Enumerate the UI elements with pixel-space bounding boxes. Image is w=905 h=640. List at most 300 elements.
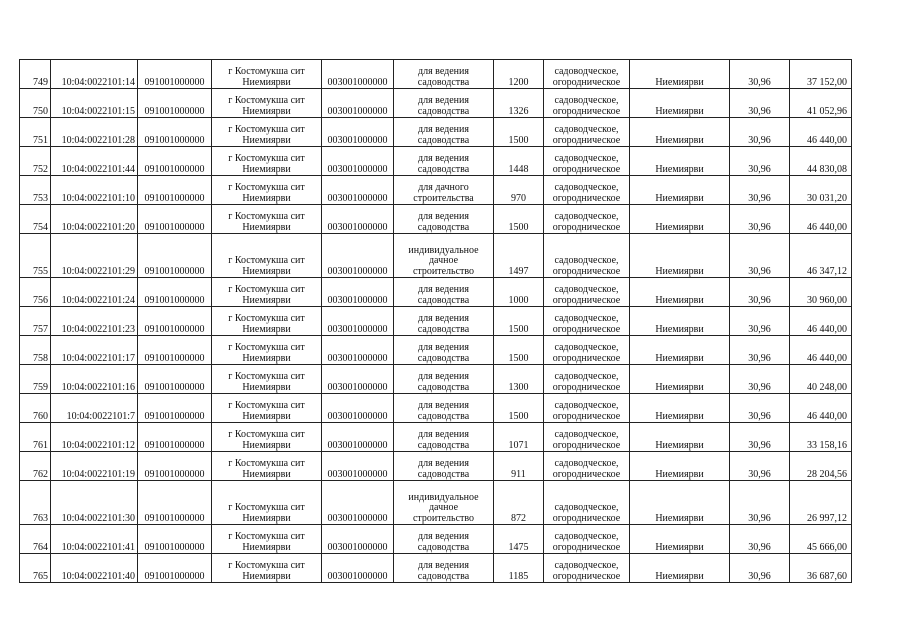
use-code: [322, 205, 394, 234]
table-row: [20, 176, 852, 205]
permitted-use: [394, 278, 494, 307]
parcel-address: [212, 307, 322, 336]
use-code: [322, 423, 394, 452]
land-category: [544, 423, 630, 452]
cad-text: 10:04:0022101:17: [61, 352, 135, 364]
table-row: [20, 525, 852, 554]
use-line: садоводства: [417, 134, 470, 146]
okato-code: [138, 89, 212, 118]
cat-line: огородническое: [552, 221, 621, 233]
cat-line: садоводческое,: [554, 284, 619, 295]
row-number: [20, 481, 51, 525]
zone-text: Ниемиярви: [655, 105, 704, 117]
n-text: 753: [33, 192, 48, 204]
parcel-address: [212, 336, 322, 365]
parcel-area: [494, 481, 544, 525]
cadastral-value: [790, 307, 852, 336]
cadastral-value: [790, 205, 852, 234]
use-line: дачное: [428, 255, 459, 266]
table-row: [20, 147, 852, 176]
n-text: 749: [33, 76, 48, 88]
valuation-zone: [630, 307, 730, 336]
cad-text: 10:04:0022101:7: [66, 410, 135, 422]
row-number: [20, 365, 51, 394]
rate-text: 30,96: [748, 352, 771, 364]
table-row: [20, 278, 852, 307]
cadastral-value: [790, 336, 852, 365]
cadastral-number: [51, 452, 138, 481]
use-line: для ведения: [418, 531, 469, 542]
cat-line: садоводческое,: [554, 182, 619, 193]
parcel-area: [494, 336, 544, 365]
code-text: 003001000000: [327, 192, 388, 204]
cad-text: 10:04:0022101:20: [61, 221, 135, 233]
cad-text: 10:04:0022101:41: [61, 541, 135, 553]
use-line: садоводства: [417, 570, 470, 582]
cadastral-value: [790, 60, 852, 89]
code-text: 003001000000: [327, 134, 388, 146]
use-line: для ведения: [418, 400, 469, 411]
value-text: 36 687,60: [807, 570, 847, 582]
land-category: [544, 89, 630, 118]
parcel-address: [212, 525, 322, 554]
parcel-address: [212, 481, 322, 525]
addr-line: г Костомукша сит: [228, 211, 305, 222]
cat-line: садоводческое,: [554, 342, 619, 353]
use-code: [322, 336, 394, 365]
table-row: [20, 554, 852, 583]
parcel-area: [494, 60, 544, 89]
cat-line: садоводческое,: [554, 429, 619, 440]
rate-text: 30,96: [748, 468, 771, 480]
cadastral-number: [51, 307, 138, 336]
addr-line: г Костомукша сит: [228, 284, 305, 295]
rate-text: 30,96: [748, 76, 771, 88]
zone-text: Ниемиярви: [655, 294, 704, 306]
cat-line: садоводческое,: [554, 313, 619, 324]
addr-line: г Костомукша сит: [228, 313, 305, 324]
use-code: [322, 234, 394, 278]
code-text: 003001000000: [327, 410, 388, 422]
permitted-use: [394, 452, 494, 481]
permitted-use: [394, 60, 494, 89]
cat-line: огородническое: [552, 410, 621, 422]
code-text: 003001000000: [327, 323, 388, 335]
addr-line: Ниемиярви: [242, 134, 291, 146]
zone-text: Ниемиярви: [655, 381, 704, 393]
use-line: индивидуальное: [408, 491, 479, 503]
parcel-area: [494, 365, 544, 394]
cadastral-number: [51, 554, 138, 583]
specific-value: [730, 118, 790, 147]
zone-text: Ниемиярви: [655, 541, 704, 553]
zone-text: Ниемиярви: [655, 76, 704, 88]
zone-text: Ниемиярви: [655, 352, 704, 364]
zone-text: Ниемиярви: [655, 265, 704, 277]
parcel-area: [494, 525, 544, 554]
addr-line: г Костомукша сит: [228, 182, 305, 193]
row-number: [20, 89, 51, 118]
addr-line: Ниемиярви: [242, 468, 291, 480]
use-code: [322, 307, 394, 336]
cat-line: огородническое: [552, 192, 621, 204]
use-code: [322, 365, 394, 394]
area-text: 1500: [508, 221, 529, 233]
okato-code: [138, 452, 212, 481]
parcel-address: [212, 60, 322, 89]
code-text: 003001000000: [327, 439, 388, 451]
okato-code: [138, 234, 212, 278]
area-text: 1475: [508, 541, 529, 553]
rate-text: 30,96: [748, 221, 771, 233]
cat-line: огородническое: [552, 352, 621, 364]
value-text: 37 152,00: [807, 76, 847, 88]
value-text: 46 347,12: [807, 265, 847, 277]
use-line: садоводства: [417, 381, 470, 393]
cadastral-value: [790, 394, 852, 423]
addr-line: г Костомукша сит: [228, 371, 305, 382]
area-text: 1500: [508, 323, 529, 335]
okato-text: 091001000000: [144, 265, 205, 277]
area-text: 1448: [508, 163, 529, 175]
specific-value: [730, 554, 790, 583]
zone-text: Ниемиярви: [655, 512, 704, 524]
table-row: [20, 394, 852, 423]
zone-text: Ниемиярви: [655, 221, 704, 233]
cat-line: огородническое: [552, 512, 621, 524]
valuation-zone: [630, 554, 730, 583]
table-row: [20, 89, 852, 118]
specific-value: [730, 89, 790, 118]
cadastral-value: [790, 278, 852, 307]
n-text: 758: [33, 352, 48, 364]
specific-value: [730, 452, 790, 481]
cat-line: садоводческое,: [554, 211, 619, 222]
parcel-area: [494, 118, 544, 147]
n-text: 761: [33, 439, 48, 451]
permitted-use: [394, 554, 494, 583]
n-text: 757: [33, 323, 48, 335]
use-line: для ведения: [418, 95, 469, 106]
value-text: 46 440,00: [807, 323, 847, 335]
value-text: 46 440,00: [807, 221, 847, 233]
n-text: 760: [33, 410, 48, 422]
addr-line: г Костомукша сит: [228, 124, 305, 135]
area-text: 1500: [508, 352, 529, 364]
table-row: [20, 205, 852, 234]
land-category: [544, 205, 630, 234]
addr-line: Ниемиярви: [242, 439, 291, 451]
parcel-area: [494, 147, 544, 176]
parcel-address: [212, 176, 322, 205]
row-number: [20, 278, 51, 307]
cat-line: огородническое: [552, 570, 621, 582]
okato-text: 091001000000: [144, 352, 205, 364]
cadastral-number: [51, 423, 138, 452]
value-text: 30 031,20: [807, 192, 847, 204]
parcel-address: [212, 118, 322, 147]
cadastral-number: [51, 205, 138, 234]
specific-value: [730, 307, 790, 336]
valuation-zone: [630, 60, 730, 89]
addr-line: г Костомукша сит: [228, 400, 305, 411]
okato-text: 091001000000: [144, 163, 205, 175]
use-line: садоводства: [417, 468, 470, 480]
parcel-area: [494, 423, 544, 452]
cat-line: садоводческое,: [554, 95, 619, 106]
area-text: 970: [511, 192, 526, 204]
cat-line: садоводческое,: [554, 66, 619, 77]
table-body: [20, 60, 852, 583]
parcel-address: [212, 452, 322, 481]
parcel-address: [212, 554, 322, 583]
row-number: [20, 336, 51, 365]
rate-text: 30,96: [748, 439, 771, 451]
parcel-address: [212, 234, 322, 278]
specific-value: [730, 336, 790, 365]
zone-text: Ниемиярви: [655, 163, 704, 175]
rate-text: 30,96: [748, 163, 771, 175]
parcel-area: [494, 394, 544, 423]
specific-value: [730, 147, 790, 176]
n-text: 754: [33, 221, 48, 233]
cad-text: 10:04:0022101:40: [61, 570, 135, 582]
row-number: [20, 118, 51, 147]
use-code: [322, 89, 394, 118]
use-line: для ведения: [418, 124, 469, 135]
area-text: 1300: [508, 381, 529, 393]
okato-code: [138, 278, 212, 307]
n-text: 759: [33, 381, 48, 393]
use-line: садоводства: [417, 541, 470, 553]
okato-text: 091001000000: [144, 570, 205, 582]
cadastral-value: [790, 147, 852, 176]
zone-text: Ниемиярви: [655, 192, 704, 204]
permitted-use: [394, 423, 494, 452]
use-code: [322, 554, 394, 583]
table-row: [20, 481, 852, 525]
value-text: 28 204,56: [807, 468, 847, 480]
permitted-use: [394, 481, 494, 525]
cat-line: огородническое: [552, 265, 621, 277]
permitted-use: [394, 205, 494, 234]
cadastral-value: [790, 554, 852, 583]
use-line: садоводства: [417, 410, 470, 422]
addr-line: Ниемиярви: [242, 221, 291, 233]
parcel-address: [212, 394, 322, 423]
code-text: 003001000000: [327, 512, 388, 524]
cat-line: огородническое: [552, 294, 621, 306]
addr-line: Ниемиярви: [242, 294, 291, 306]
rate-text: 30,96: [748, 541, 771, 553]
cadastral-number: [51, 118, 138, 147]
row-number: [20, 176, 51, 205]
cad-text: 10:04:0022101:29: [61, 265, 135, 277]
value-text: 30 960,00: [807, 294, 847, 306]
code-text: 003001000000: [327, 541, 388, 553]
use-line: для ведения: [418, 429, 469, 440]
use-line: дачное: [428, 502, 459, 513]
cadastral-value: [790, 365, 852, 394]
cat-line: огородническое: [552, 381, 621, 393]
land-category: [544, 554, 630, 583]
row-number: [20, 452, 51, 481]
cadastral-number: [51, 481, 138, 525]
valuation-zone: [630, 147, 730, 176]
okato-text: 091001000000: [144, 134, 205, 146]
row-number: [20, 205, 51, 234]
use-line: строительство: [412, 512, 475, 524]
cadastral-number: [51, 365, 138, 394]
addr-line: Ниемиярви: [242, 352, 291, 364]
land-category: [544, 525, 630, 554]
okato-code: [138, 481, 212, 525]
permitted-use: [394, 118, 494, 147]
area-text: 1500: [508, 410, 529, 422]
okato-text: 091001000000: [144, 294, 205, 306]
cad-text: 10:04:0022101:44: [61, 163, 135, 175]
n-text: 762: [33, 468, 48, 480]
okato-code: [138, 118, 212, 147]
land-category: [544, 118, 630, 147]
n-text: 763: [33, 512, 48, 524]
rate-text: 30,96: [748, 265, 771, 277]
cad-text: 10:04:0022101:23: [61, 323, 135, 335]
addr-line: Ниемиярви: [242, 76, 291, 88]
n-text: 752: [33, 163, 48, 175]
cat-line: садоводческое,: [554, 371, 619, 382]
cadastral-value: [790, 423, 852, 452]
zone-text: Ниемиярви: [655, 410, 704, 422]
valuation-zone: [630, 525, 730, 554]
parcel-area: [494, 307, 544, 336]
parcel-area: [494, 452, 544, 481]
parcel-address: [212, 278, 322, 307]
n-text: 755: [33, 265, 48, 277]
table-row: [20, 118, 852, 147]
okato-code: [138, 205, 212, 234]
okato-text: 091001000000: [144, 76, 205, 88]
use-line: садоводства: [417, 105, 470, 117]
use-line: садоводства: [417, 323, 470, 335]
cat-line: садоводческое,: [554, 560, 619, 571]
cadastral-value: [790, 118, 852, 147]
area-text: 1500: [508, 134, 529, 146]
cadastral-value: [790, 452, 852, 481]
n-text: 765: [33, 570, 48, 582]
use-line: для ведения: [418, 153, 469, 164]
addr-line: г Костомукша сит: [228, 458, 305, 469]
okato-text: 091001000000: [144, 105, 205, 117]
permitted-use: [394, 147, 494, 176]
row-number: [20, 525, 51, 554]
parcel-area: [494, 234, 544, 278]
valuation-zone: [630, 336, 730, 365]
use-code: [322, 118, 394, 147]
row-number: [20, 234, 51, 278]
parcel-area: [494, 176, 544, 205]
permitted-use: [394, 525, 494, 554]
zone-text: Ниемиярви: [655, 439, 704, 451]
cad-text: 10:04:0022101:30: [61, 512, 135, 524]
use-line: строительство: [412, 265, 475, 277]
use-code: [322, 481, 394, 525]
addr-line: г Костомукша сит: [228, 560, 305, 571]
land-category: [544, 278, 630, 307]
use-code: [322, 452, 394, 481]
cat-line: огородническое: [552, 134, 621, 146]
value-text: 45 666,00: [807, 541, 847, 553]
use-code: [322, 394, 394, 423]
row-number: [20, 60, 51, 89]
cadastral-number: [51, 147, 138, 176]
cad-text: 10:04:0022101:19: [61, 468, 135, 480]
area-text: 872: [511, 512, 526, 524]
rate-text: 30,96: [748, 323, 771, 335]
okato-code: [138, 525, 212, 554]
use-line: для ведения: [418, 560, 469, 571]
cadastral-number: [51, 336, 138, 365]
valuation-zone: [630, 89, 730, 118]
use-code: [322, 147, 394, 176]
row-number: [20, 307, 51, 336]
specific-value: [730, 525, 790, 554]
use-line: для дачного: [418, 182, 469, 193]
okato-text: 091001000000: [144, 512, 205, 524]
addr-line: г Костомукша сит: [228, 66, 305, 77]
land-category: [544, 176, 630, 205]
okato-code: [138, 554, 212, 583]
cadastral-number: [51, 394, 138, 423]
valuation-zone: [630, 205, 730, 234]
area-text: 1326: [508, 105, 529, 117]
addr-line: г Костомукша сит: [228, 429, 305, 440]
cadastral-number: [51, 525, 138, 554]
cadastral-value: [790, 481, 852, 525]
rate-text: 30,96: [748, 410, 771, 422]
addr-line: Ниемиярви: [242, 570, 291, 582]
cad-text: 10:04:0022101:28: [61, 134, 135, 146]
use-code: [322, 525, 394, 554]
addr-line: г Костомукша сит: [228, 531, 305, 542]
table-row: [20, 60, 852, 89]
use-line: садоводства: [417, 76, 470, 88]
land-category: [544, 60, 630, 89]
land-parcels-table: [19, 59, 852, 583]
use-line: для ведения: [418, 284, 469, 295]
land-category: [544, 234, 630, 278]
land-category: [544, 147, 630, 176]
addr-line: г Костомукша сит: [228, 255, 305, 266]
okato-text: 091001000000: [144, 541, 205, 553]
use-line: садоводства: [417, 439, 470, 451]
table-row: [20, 423, 852, 452]
zone-text: Ниемиярви: [655, 468, 704, 480]
parcel-address: [212, 205, 322, 234]
cad-text: 10:04:0022101:10: [61, 192, 135, 204]
permitted-use: [394, 307, 494, 336]
valuation-zone: [630, 176, 730, 205]
value-text: 46 440,00: [807, 352, 847, 364]
valuation-zone: [630, 365, 730, 394]
okato-code: [138, 60, 212, 89]
cat-line: садоводческое,: [554, 458, 619, 469]
value-text: 40 248,00: [807, 381, 847, 393]
use-line: для ведения: [418, 458, 469, 469]
area-text: 1200: [508, 76, 529, 88]
permitted-use: [394, 394, 494, 423]
addr-line: Ниемиярви: [242, 512, 291, 524]
